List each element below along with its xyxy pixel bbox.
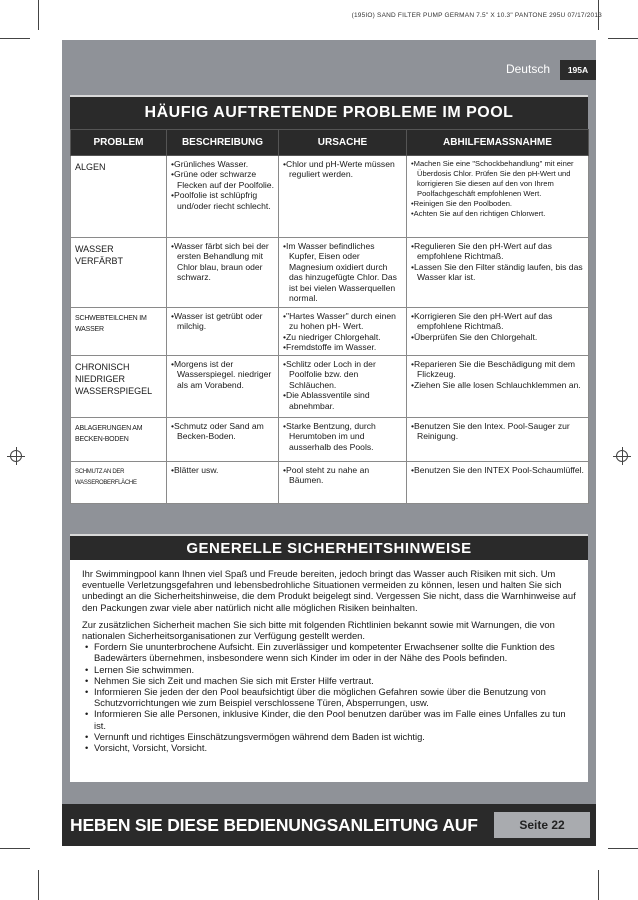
list-item: • Wasser färbt sich bei der ersten Behandlung mit Chlor blau, braun oder schwarz. xyxy=(171,241,274,283)
list-item: • Regulieren Sie den pH-Wert auf das empfohlene Richtmaß. xyxy=(411,241,584,262)
list-item: • Fremdstoffe im Wasser. xyxy=(283,342,402,352)
list-item: • Chlor und pH-Werte müssen reguliert werden. xyxy=(283,159,402,180)
crop-mark xyxy=(38,870,39,900)
table-row xyxy=(71,238,589,308)
list-item: • Korrigieren Sie den pH-Wert auf das empfohlene Richtmaß. xyxy=(411,311,584,332)
list-item: • "Hartes Wasser" durch einen zu hohen pH- Wert. xyxy=(283,311,402,332)
list-item: • Morgens ist der Wasserspiegel. niedriger als am Vorabend. xyxy=(171,359,274,390)
crop-mark xyxy=(0,848,30,849)
crop-mark xyxy=(608,38,638,39)
cause-cell xyxy=(279,156,407,238)
safety-title: GENERELLE SICHERHEITSHINWEISE xyxy=(70,534,588,560)
cause-cell xyxy=(279,462,407,504)
remedy-cell xyxy=(407,462,589,504)
list-item: • Reparieren Sie die Beschädigung mit dem Flickzeug. xyxy=(411,359,584,380)
manual-page xyxy=(62,40,596,846)
list-item: • Überprüfen Sie den Chlorgehalt. xyxy=(411,332,584,342)
language-label: Deutsch xyxy=(505,62,550,76)
cause-cell xyxy=(279,238,407,308)
safety-text-box xyxy=(70,560,588,782)
list-item: • Vernunft und richtiges Einschätzungsvermögen während dem Baden ist wichtig. xyxy=(82,731,578,742)
footer-bar xyxy=(62,804,596,846)
safety-guidelines-paragraph: Zur zusätzlichen Sicherheit machen Sie sich bitte mit folgenden Richtlinien bekannt sowie mit Warnungen, die von nationalen Sicherheitsorganisationen zur Verfügung gestellt werden. xyxy=(82,618,555,642)
list-item: • Informieren Sie alle Personen, inklusive Kinder, die den Pool benutzen darüber was im Falle eines Unfalles zu tun ist. xyxy=(82,708,578,730)
problem-cell: SCHMUTZ AN DER WASSEROBERFLÄCHE xyxy=(71,462,167,504)
crop-mark xyxy=(608,848,638,849)
column-header: BESCHREIBUNG xyxy=(167,130,279,156)
description-cell xyxy=(167,308,279,356)
list-item: • Benutzen Sie den Intex. Pool-Sauger zur Reinigung. xyxy=(411,421,584,442)
registration-mark-icon xyxy=(616,450,628,462)
list-item: • Grüne oder schwarze Flecken auf der Poolfolie. xyxy=(171,169,274,190)
list-item: • Informieren Sie jeden der den Pool beaufsichtigt über die möglichen Gefahren sowie über die Benutzung von Schutzvorrichtungen wie zum Beispiel verschlossene Türen, Absperrungen, usw. xyxy=(82,686,578,708)
problem-cell: ALGEN xyxy=(71,156,167,238)
description-cell xyxy=(167,418,279,462)
list-item: • Benutzen Sie den INTEX Pool-Schaumlüffel. xyxy=(411,465,584,475)
footer-notice: HEBEN SIE DIESE BEDIENUNGSANLEITUNG AUF xyxy=(70,814,478,835)
remedy-cell xyxy=(407,308,589,356)
description-cell xyxy=(167,238,279,308)
page-code-badge: 195A xyxy=(560,60,596,80)
remedy-cell xyxy=(407,156,589,238)
list-item: • Wasser ist getrübt oder milchig. xyxy=(171,311,274,332)
remedy-cell xyxy=(407,238,589,308)
troubleshooting-table xyxy=(70,129,589,504)
table-row xyxy=(71,462,589,504)
description-cell xyxy=(167,156,279,238)
table-row xyxy=(71,308,589,356)
list-item: • Pool steht zu nahe an Bäumen. xyxy=(283,465,402,486)
remedy-cell xyxy=(407,356,589,418)
list-item: • Lassen Sie den Filter ständig laufen, bis das Wasser klar ist. xyxy=(411,262,584,283)
list-item: • Im Wasser befindliches Kupfer, Eisen oder Magnesium oxidiert durch das hinzugefügte Chlor. Das ist bei vielen Wasserquellen normal. xyxy=(283,241,402,303)
list-item: • Starke Bentzung, durch Herumtoben im und ausserhalb des Pools. xyxy=(283,421,402,452)
crop-mark xyxy=(598,870,599,900)
column-header: URSACHE xyxy=(279,130,407,156)
list-item: • Poolfolie ist schlüpfrig und/oder riecht schlecht. xyxy=(171,190,274,211)
table-header-row xyxy=(71,130,589,156)
print-info: (195IO) SAND FILTER PUMP GERMAN 7.5" X 10.3" PANTONE 295U 07/17/2013 xyxy=(351,12,602,19)
list-item: • Schmutz oder Sand am Becken-Boden. xyxy=(171,421,274,442)
list-item: • Lernen Sie schwimmen. xyxy=(82,664,578,675)
safety-bullet-list xyxy=(82,641,578,753)
list-item: • Nehmen Sie sich Zeit und machen Sie sich mit Erster Hilfe vertraut. xyxy=(82,675,578,686)
list-item: • Schlitz oder Loch in der Poolfolie bzw. den Schläuchen. xyxy=(283,359,402,390)
list-item: • Ziehen Sie alle losen Schlauchklemmen an. xyxy=(411,380,584,390)
safety-intro-paragraph: Ihr Swimmingpool kann Ihnen viel Spaß und Freude bereiten, jedoch bringt das Wasser auch Risiken mit sich. Um eventuelle Verletzungsgefahren und lebensbedrohliche Situationen vermeiden zu können, lesen und halten Sie sich unbedingt an die Sicherheitshinweise, die dem Produkt beigelegt sind. Vergessen Sie nicht, dass die Warnhinweise auf den Packungen zwar viele aber natürlich nicht alle möglichen Risiken beinhalten. xyxy=(82,568,576,613)
crop-mark xyxy=(0,38,30,39)
list-item: • Achten Sie auf den richtigen Chlorwert. xyxy=(411,209,584,219)
column-header: PROBLEM xyxy=(71,130,167,156)
cause-cell xyxy=(279,418,407,462)
problem-cell: SCHWEBTEILCHEN IM WASSER xyxy=(71,308,167,356)
list-item: • Reinigen Sie den Poolboden. xyxy=(411,199,584,209)
cause-cell xyxy=(279,356,407,418)
list-item: • Machen Sie eine "Schockbehandlung" mit einer Überdosis Chlor. Prüfen Sie den pH-Wert und korrigieren Sie diesen auf den von Ihrem Poolfachgeschäft empfohlenen Wert. xyxy=(411,159,584,199)
list-item: • Vorsicht, Vorsicht, Vorsicht. xyxy=(82,742,578,753)
table-row xyxy=(71,418,589,462)
problem-cell: WASSER VERFÄRBT xyxy=(71,238,167,308)
problem-cell: CHRONISCH NIEDRIGER WASSERSPIEGEL xyxy=(71,356,167,418)
crop-mark xyxy=(38,0,39,30)
list-item: • Fordern Sie ununterbrochene Aufsicht. Ein zuverlässiger und kompetenter Erwachsener sollte die Funktion des Badewärters übernehmen, insbesondere wenn sich Kinder im oder in der Nähe des Pools befinden. xyxy=(82,641,578,663)
page-number: Seite 22 xyxy=(494,812,590,838)
list-item: • Die Ablassventile sind abnehmbar. xyxy=(283,390,402,411)
remedy-cell xyxy=(407,418,589,462)
list-item: • Zu niedriger Chlorgehalt. xyxy=(283,332,402,342)
table-row xyxy=(71,156,589,238)
problem-cell: ABLAGERUNGEN AM BECKEN-BODEN xyxy=(71,418,167,462)
description-cell xyxy=(167,356,279,418)
column-header: ABHILFEMASSNAHME xyxy=(407,130,589,156)
description-cell xyxy=(167,462,279,504)
problems-title: HÄUFIG AUFTRETENDE PROBLEME IM POOL xyxy=(70,95,588,129)
cause-cell xyxy=(279,308,407,356)
list-item: • Grünliches Wasser. xyxy=(171,159,274,169)
registration-mark-icon xyxy=(10,450,22,462)
list-item: • Blätter usw. xyxy=(171,465,274,475)
table-row xyxy=(71,356,589,418)
